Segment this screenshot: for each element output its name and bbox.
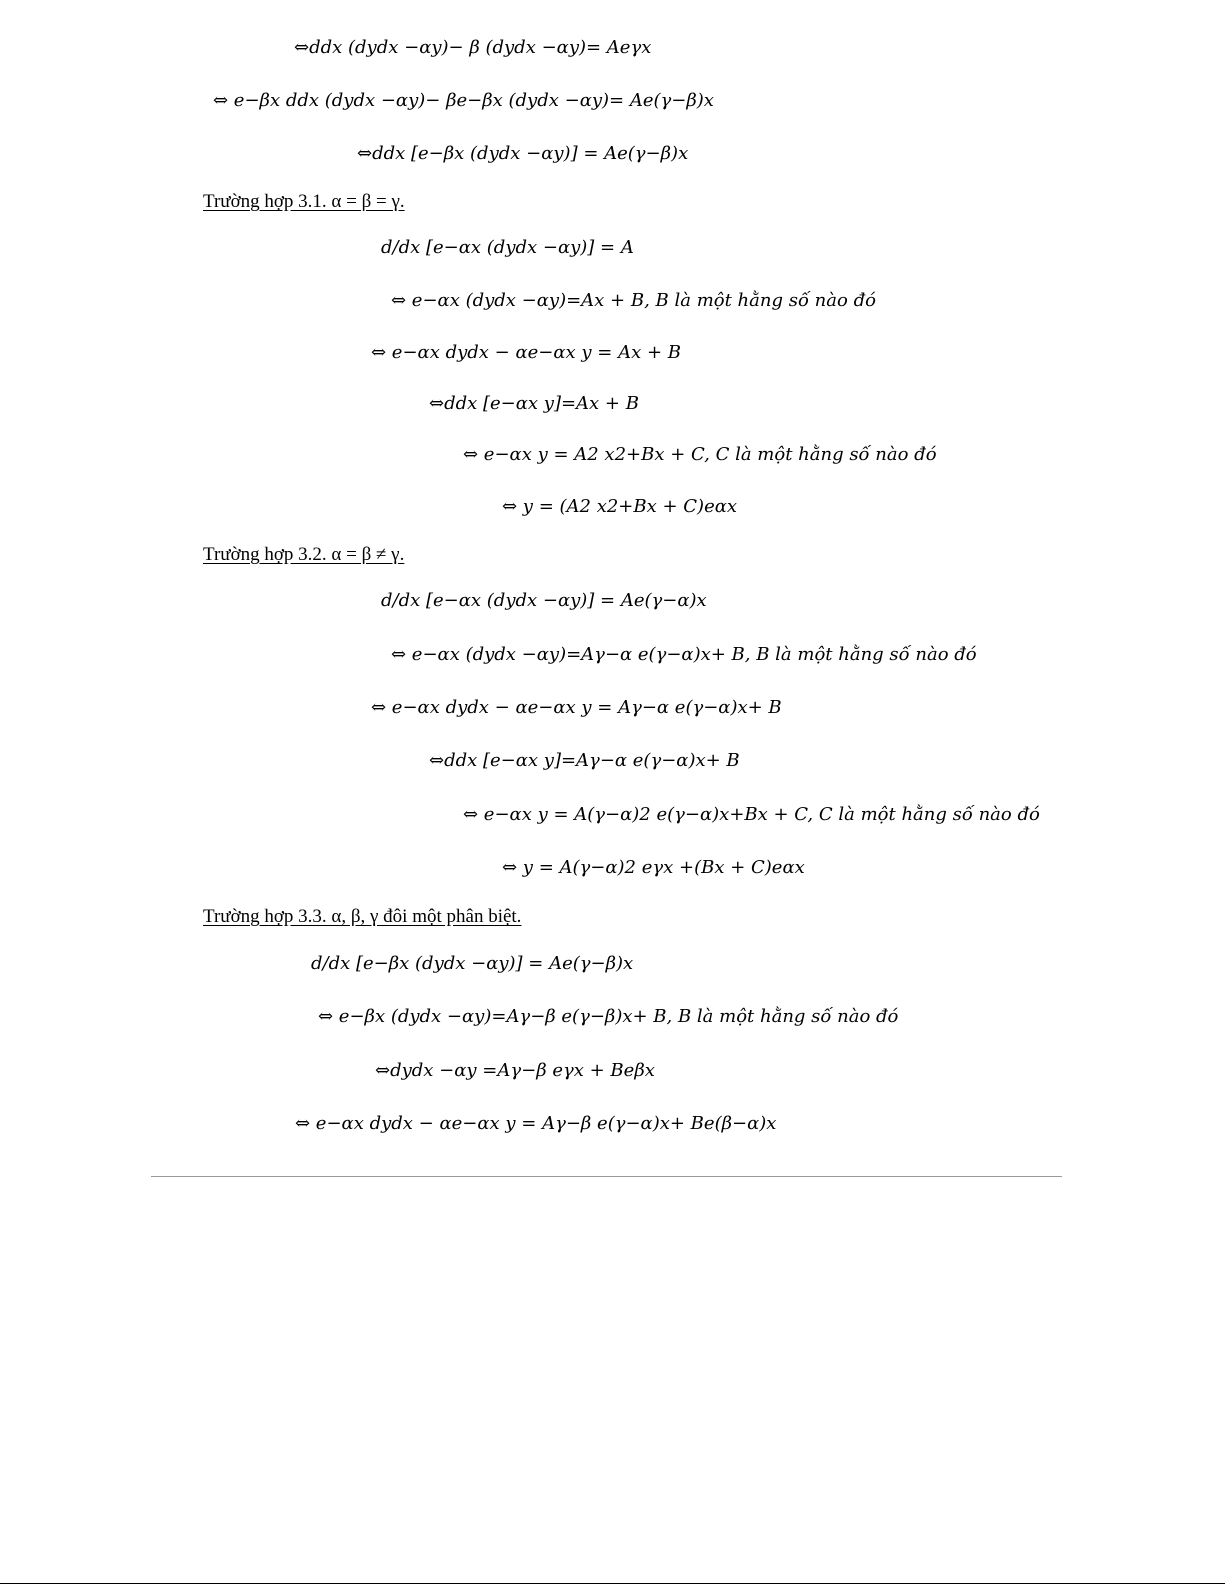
equation-line: ⇔ e−αx y = A(γ−α)2 e(γ−α)x+Bx + C, C là một hằng số nào đó (463, 804, 1040, 825)
equation-line: ⇔ e−βx (dydx −αy)=Aγ−β e(γ−β)x+ B, B là một hằng số nào đó (318, 1006, 899, 1027)
equation-line: ⇔ddx (dydx −αy)− β (dydx −αy)= Aeγx (294, 37, 652, 58)
case-3-3-heading: Trường hợp 3.3. α, β, γ đôi một phân biệt. (203, 906, 522, 927)
equation-line: ⇔ e−βx ddx (dydx −αy)− βe−βx (dydx −αy)= Ae(γ−β)x (213, 90, 714, 111)
case-3-1-heading: Trường hợp 3.1. α = β = γ. (203, 191, 405, 212)
equation-line: ⇔ddx [e−αx y]=Aγ−α e(γ−α)x+ B (429, 750, 740, 771)
equation-line: ⇔ddx [e−αx y]=Ax + B (429, 393, 639, 414)
equation-line: ⇔dydx −αy =Aγ−β eγx + Beβx (375, 1060, 655, 1081)
equation-line: d/dx [e−βx (dydx −αy)] = Ae(γ−β)x (311, 953, 634, 974)
equation-line: ⇔ e−αx (dydx −αy)=Ax + B, B là một hằng số nào đó (391, 290, 876, 311)
equation-line: ⇔ e−αx dydx − αe−αx y = Aγ−β e(γ−α)x+ Be(β−α)x (295, 1113, 777, 1134)
equation-line: ⇔ e−αx y = A2 x2+Bx + C, C là một hằng số nào đó (463, 444, 937, 465)
equation-line: ⇔ e−αx dydx − αe−αx y = Aγ−α e(γ−α)x+ B (371, 697, 782, 718)
bottom-border (0, 1583, 1225, 1584)
equation-line: ⇔ e−αx dydx − αe−αx y = Ax + B (371, 342, 681, 363)
page-divider (151, 1176, 1062, 1177)
equation-line: d/dx [e−αx (dydx −αy)] = Ae(γ−α)x (381, 590, 707, 611)
equation-line: d/dx [e−αx (dydx −αy)] = A (381, 237, 634, 258)
equation-line: ⇔ddx [e−βx (dydx −αy)] = Ae(γ−β)x (357, 143, 689, 164)
case-3-2-heading: Trường hợp 3.2. α = β ≠ γ. (203, 544, 405, 565)
equation-line: ⇔ y = (A2 x2+Bx + C)eαx (502, 496, 738, 517)
equation-line: ⇔ e−αx (dydx −αy)=Aγ−α e(γ−α)x+ B, B là một hằng số nào đó (391, 644, 977, 665)
equation-line: ⇔ y = A(γ−α)2 eγx +(Bx + C)eαx (502, 857, 805, 878)
